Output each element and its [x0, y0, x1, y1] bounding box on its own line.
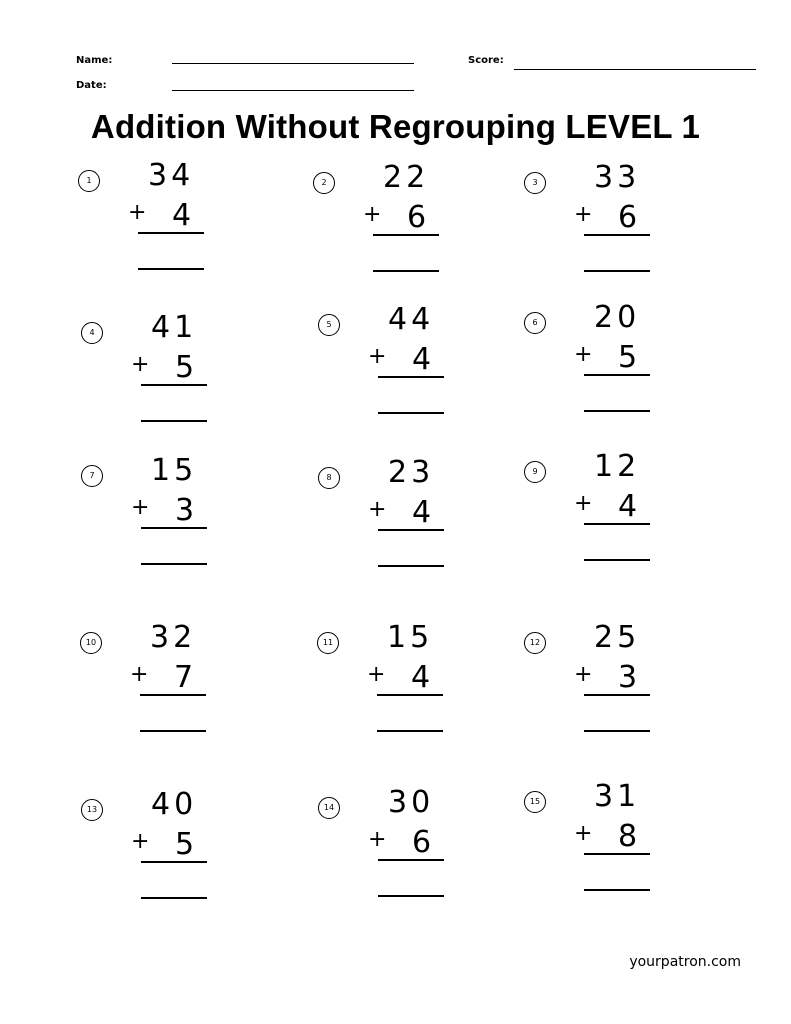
problem-8 — [318, 455, 488, 587]
bottom-addend: 4 — [411, 660, 431, 695]
top-addend: 44 — [388, 302, 435, 337]
bottom-addend: 7 — [174, 660, 194, 695]
plus-sign: + — [363, 202, 382, 227]
problem-9 — [524, 449, 694, 581]
problem-14 — [318, 785, 488, 917]
plus-sign: + — [131, 829, 150, 854]
sum-line — [584, 694, 650, 696]
plus-sign: + — [574, 342, 593, 367]
problem-number-badge: 5 — [318, 314, 340, 336]
problem-7 — [81, 453, 251, 585]
plus-sign: + — [368, 497, 387, 522]
sum-line — [584, 853, 650, 855]
sum-line — [378, 376, 444, 378]
plus-sign: + — [128, 200, 147, 225]
top-addend: 40 — [151, 787, 198, 822]
plus-sign: + — [367, 662, 386, 687]
answer-blank[interactable] — [378, 565, 444, 567]
date-label: Date: — [76, 80, 107, 91]
sum-line — [141, 527, 207, 529]
top-addend: 33 — [594, 160, 641, 195]
top-addend: 15 — [387, 620, 434, 655]
bottom-addend: 6 — [412, 825, 432, 860]
answer-blank[interactable] — [141, 420, 207, 422]
problem-number-badge: 13 — [81, 799, 103, 821]
problem-10 — [80, 620, 250, 752]
bottom-addend: 6 — [618, 200, 638, 235]
problem-number-badge: 2 — [313, 172, 335, 194]
top-addend: 31 — [594, 779, 641, 814]
bottom-addend: 4 — [618, 489, 638, 524]
bottom-addend: 3 — [618, 660, 638, 695]
sum-line — [584, 234, 650, 236]
problem-number-badge: 15 — [524, 791, 546, 813]
name-label: Name: — [76, 55, 113, 66]
top-addend: 15 — [151, 453, 198, 488]
top-addend: 23 — [388, 455, 435, 490]
footer-site-text: yourpatron.com — [629, 954, 741, 970]
worksheet-title: Addition Without Regrouping LEVEL 1 — [90, 108, 701, 145]
sum-line — [584, 523, 650, 525]
score-label: Score: — [468, 55, 504, 66]
answer-blank[interactable] — [584, 730, 650, 732]
answer-blank[interactable] — [378, 412, 444, 414]
problem-number-badge: 4 — [81, 322, 103, 344]
problem-number-badge: 10 — [80, 632, 102, 654]
bottom-addend: 5 — [618, 340, 638, 375]
bottom-addend: 4 — [412, 342, 432, 377]
sum-line — [141, 861, 207, 863]
answer-blank[interactable] — [584, 270, 650, 272]
problem-number-badge: 3 — [524, 172, 546, 194]
answer-blank[interactable] — [377, 730, 443, 732]
date-field-line[interactable] — [172, 90, 414, 91]
problem-number-badge: 14 — [318, 797, 340, 819]
plus-sign: + — [130, 662, 149, 687]
problem-3 — [524, 160, 694, 292]
plus-sign: + — [131, 352, 150, 377]
bottom-addend: 5 — [175, 350, 195, 385]
problem-1 — [78, 158, 248, 290]
top-addend: 34 — [148, 158, 195, 193]
problem-2 — [313, 160, 483, 292]
problem-4 — [81, 310, 251, 442]
sum-line — [138, 232, 204, 234]
sum-line — [141, 384, 207, 386]
problem-11 — [317, 620, 487, 752]
problem-12 — [524, 620, 694, 752]
top-addend: 41 — [151, 310, 198, 345]
answer-blank[interactable] — [140, 730, 206, 732]
plus-sign: + — [131, 495, 150, 520]
problem-6 — [524, 300, 694, 432]
answer-blank[interactable] — [141, 897, 207, 899]
top-addend: 32 — [150, 620, 197, 655]
answer-blank[interactable] — [584, 559, 650, 561]
problem-number-badge: 7 — [81, 465, 103, 487]
top-addend: 12 — [594, 449, 641, 484]
top-addend: 25 — [594, 620, 641, 655]
bottom-addend: 5 — [175, 827, 195, 862]
bottom-addend: 4 — [412, 495, 432, 530]
top-addend: 30 — [388, 785, 435, 820]
answer-blank[interactable] — [373, 270, 439, 272]
problem-15 — [524, 779, 694, 911]
problem-number-badge: 9 — [524, 461, 546, 483]
answer-blank[interactable] — [141, 563, 207, 565]
bottom-addend: 8 — [618, 819, 638, 854]
problem-number-badge: 11 — [317, 632, 339, 654]
problem-number-badge: 8 — [318, 467, 340, 489]
answer-blank[interactable] — [584, 410, 650, 412]
plus-sign: + — [368, 344, 387, 369]
answer-blank[interactable] — [584, 889, 650, 891]
plus-sign: + — [368, 827, 387, 852]
problem-13 — [81, 787, 251, 919]
sum-line — [378, 529, 444, 531]
plus-sign: + — [574, 821, 593, 846]
sum-line — [377, 694, 443, 696]
top-addend: 22 — [383, 160, 430, 195]
problem-number-badge: 12 — [524, 632, 546, 654]
sum-line — [584, 374, 650, 376]
score-field-line[interactable] — [514, 69, 756, 70]
sum-line — [373, 234, 439, 236]
top-addend: 20 — [594, 300, 641, 335]
plus-sign: + — [574, 202, 593, 227]
answer-blank[interactable] — [138, 268, 204, 270]
problem-number-badge: 1 — [78, 170, 100, 192]
bottom-addend: 6 — [407, 200, 427, 235]
sum-line — [140, 694, 206, 696]
problem-5 — [318, 302, 488, 434]
answer-blank[interactable] — [378, 895, 444, 897]
bottom-addend: 3 — [175, 493, 195, 528]
sum-line — [378, 859, 444, 861]
problem-number-badge: 6 — [524, 312, 546, 334]
plus-sign: + — [574, 662, 593, 687]
bottom-addend: 4 — [172, 198, 192, 233]
plus-sign: + — [574, 491, 593, 516]
name-field-line[interactable] — [172, 63, 414, 64]
